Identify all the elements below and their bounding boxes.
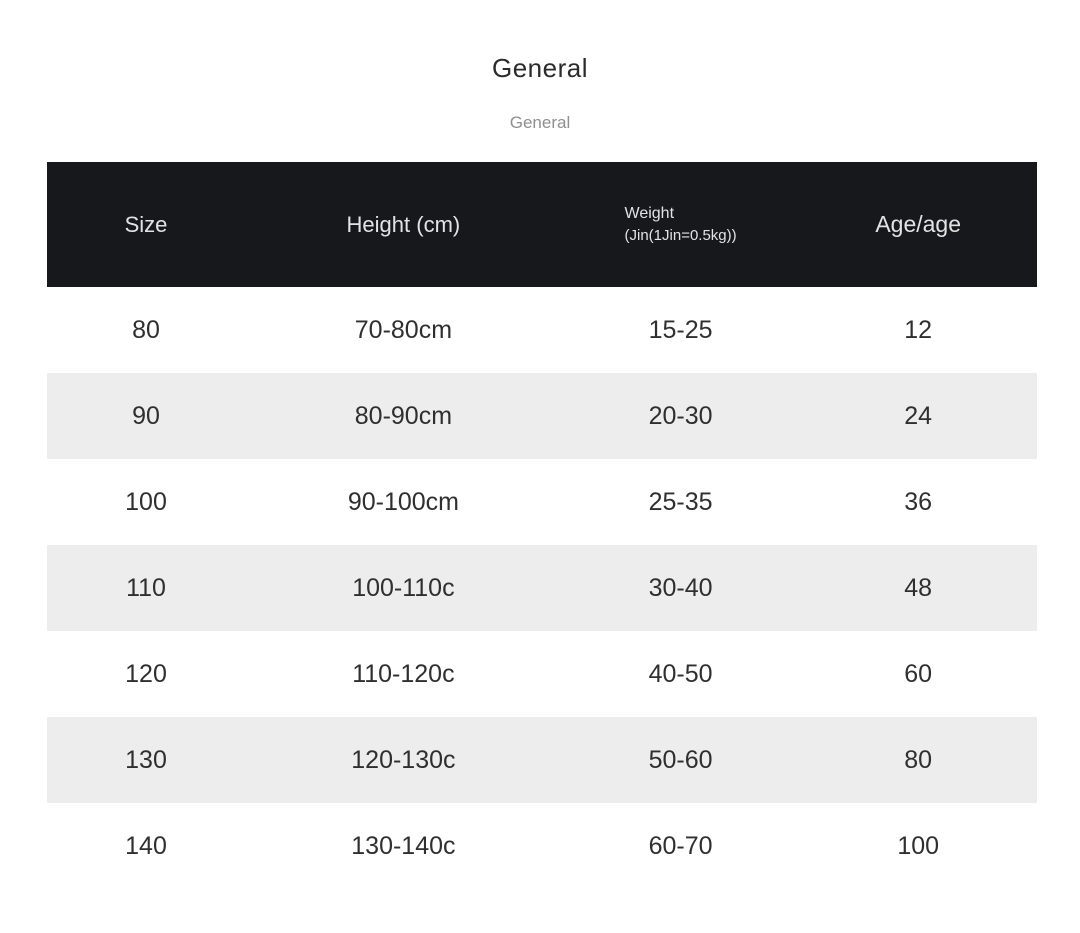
cell-size: 100	[125, 487, 167, 516]
cell-age: 48	[904, 573, 933, 602]
cell-age: 60	[904, 659, 933, 688]
cell-height: 110-120c	[352, 659, 455, 688]
table-row	[47, 459, 1037, 545]
cell-age: 24	[904, 401, 933, 430]
column-header-size: Size	[124, 211, 168, 237]
page-subtitle: General	[509, 113, 571, 132]
table-row	[47, 545, 1037, 631]
column-header-weight-label: Weight	[624, 204, 675, 222]
size-table	[47, 162, 1037, 889]
cell-age: 80	[904, 745, 933, 774]
cell-size: 110	[126, 573, 166, 602]
table-row	[47, 717, 1037, 803]
page-title: General	[492, 53, 588, 83]
cell-weight: 60-70	[648, 831, 713, 860]
cell-age: 100	[897, 831, 940, 860]
cell-weight: 50-60	[648, 745, 713, 774]
cell-age: 36	[904, 487, 933, 516]
cell-height: 80-90cm	[354, 401, 453, 430]
table-row	[47, 803, 1037, 889]
cell-size: 80	[132, 315, 160, 344]
cell-size: 90	[132, 401, 160, 430]
cell-size: 130	[125, 745, 167, 774]
cell-height: 120-130c	[351, 745, 456, 774]
cell-weight: 15-25	[648, 315, 713, 344]
table-row	[47, 373, 1037, 459]
column-header-age: Age/age	[875, 211, 962, 237]
cell-height: 130-140c	[351, 831, 456, 860]
column-header-weight	[562, 203, 800, 246]
column-header-weight-sublabel: (Jin(1Jin=0.5kg))	[624, 226, 737, 244]
table-header-row	[47, 162, 1037, 287]
cell-height: 90-100cm	[347, 487, 459, 516]
cell-height: 100-110c	[352, 573, 455, 602]
table-row	[47, 287, 1037, 373]
cell-height: 70-80cm	[354, 315, 453, 344]
table-row	[47, 631, 1037, 717]
cell-age: 12	[904, 315, 933, 344]
cell-weight: 30-40	[648, 573, 713, 602]
cell-weight: 40-50	[648, 659, 713, 688]
cell-weight: 25-35	[648, 487, 713, 516]
cell-size: 120	[125, 659, 167, 688]
column-header-height: Height (cm)	[346, 211, 461, 237]
cell-weight: 20-30	[648, 401, 713, 430]
cell-size: 140	[125, 831, 167, 860]
